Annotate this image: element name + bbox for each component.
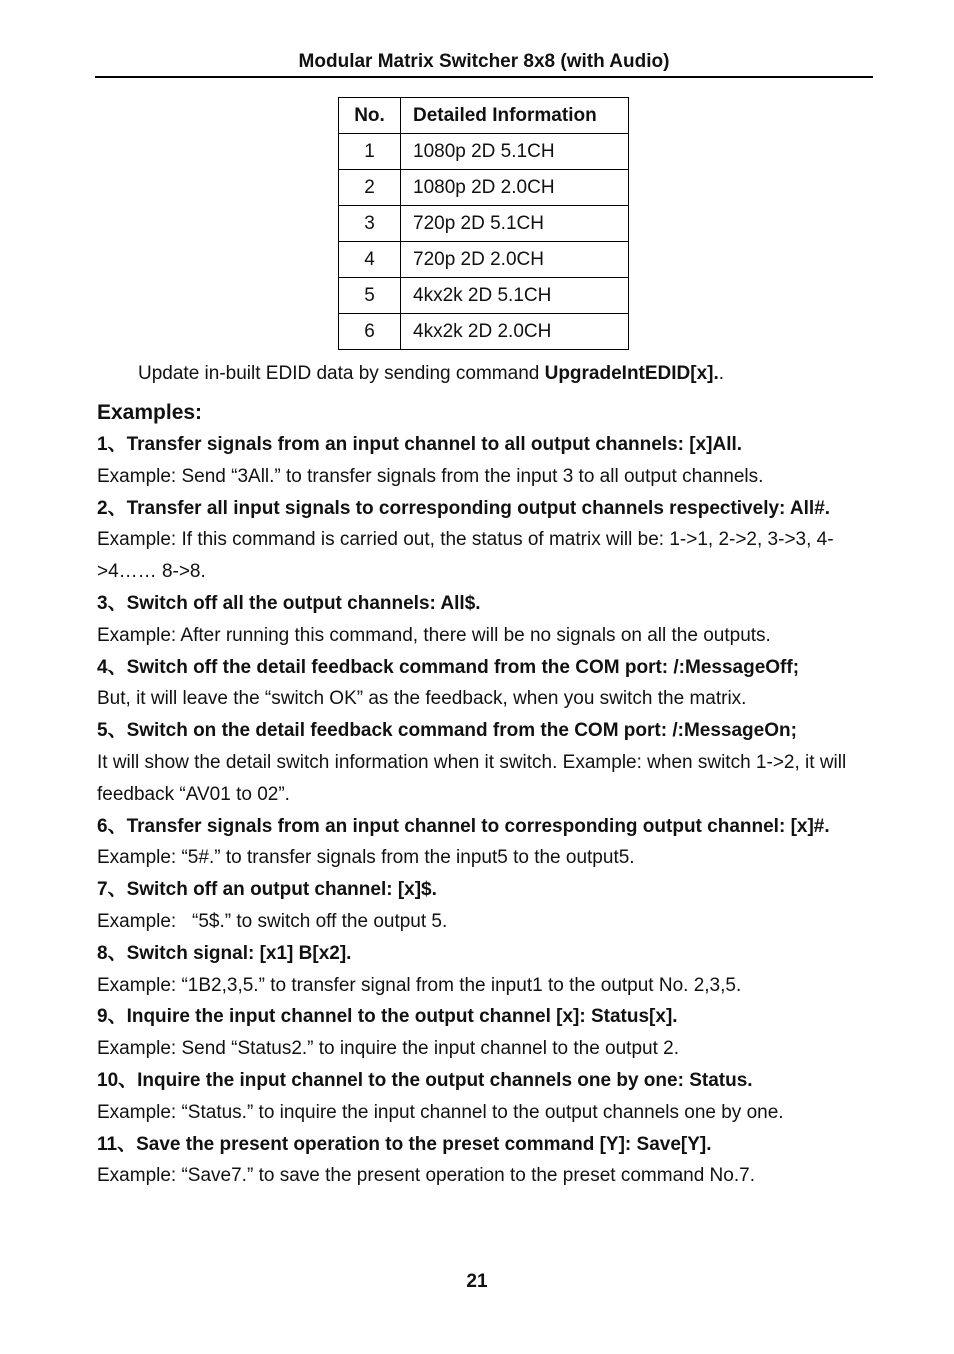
example-item-title: 2、Transfer all input signals to corresponding output channels respectively: All#. bbox=[97, 497, 831, 519]
example-item-text: Example: If this command is carried out, the status of matrix will be: 1->1, 2->2, 3->3, 4->4…… 8->8. bbox=[97, 529, 834, 583]
example-item-title: 7、Switch off an output channel: [x]$. bbox=[97, 879, 437, 901]
page-number: 21 bbox=[466, 1271, 488, 1292]
update-edid-prefix: Update in-built EDID data by sending command bbox=[138, 363, 545, 384]
table-cell-no: 4 bbox=[339, 242, 401, 278]
example-item-title: 5、Switch on the detail feedback command from the COM port: /:MessageOn; bbox=[97, 720, 797, 742]
edid-table bbox=[338, 97, 629, 350]
table-row bbox=[339, 170, 629, 206]
example-item-title: 8、Switch signal: [x1] B[x2]. bbox=[97, 942, 352, 964]
table-cell-no: 6 bbox=[339, 314, 401, 350]
example-item-text: Example: Send “3All.” to transfer signals from the input 3 to all output channels. bbox=[97, 465, 764, 487]
table-cell-detail: 720p 2D 5.1CH bbox=[401, 206, 629, 242]
example-item-text: Example: “5$.” to switch off the output 5. bbox=[97, 910, 448, 932]
example-item-title: 1、Transfer signals from an input channel to all output channels: [x]All. bbox=[97, 434, 743, 455]
example-item-text: Example: Send “Status2.” to inquire the input channel to the output 2. bbox=[97, 1038, 679, 1060]
example-item-text: But, it will leave the “switch OK” as the feedback, when you switch the matrix. bbox=[97, 688, 747, 710]
table-cell-no: 3 bbox=[339, 206, 401, 242]
table-row bbox=[339, 278, 629, 314]
example-item bbox=[97, 938, 877, 1002]
update-edid-command: UpgradeIntEDID[x]. bbox=[544, 363, 719, 384]
example-item bbox=[97, 652, 877, 716]
example-item-title: 6、Transfer signals from an input channel to corresponding output channel: [x]#. bbox=[97, 815, 830, 837]
example-item-text: Example: “5#.” to transfer signals from the input5 to the output5. bbox=[97, 847, 635, 869]
table-row bbox=[339, 134, 629, 170]
table-cell-no: 5 bbox=[339, 278, 401, 314]
table-cell-no: 2 bbox=[339, 170, 401, 206]
table-cell-detail: 1080p 2D 2.0CH bbox=[401, 170, 629, 206]
table-row bbox=[339, 242, 629, 278]
update-edid-suffix: . bbox=[718, 363, 725, 384]
table-header-row bbox=[339, 98, 629, 134]
table-cell-detail: 720p 2D 2.0CH bbox=[401, 242, 629, 278]
example-item-text: Example: “Save7.” to save the present operation to the preset command No.7. bbox=[97, 1165, 755, 1187]
example-item bbox=[97, 588, 877, 652]
example-item bbox=[97, 1001, 877, 1065]
example-item bbox=[97, 1129, 877, 1193]
example-item bbox=[97, 874, 877, 938]
example-item bbox=[97, 715, 877, 810]
table-row bbox=[339, 314, 629, 350]
example-item-title: 10、Inquire the input channel to the output channels one by one: Status. bbox=[97, 1069, 753, 1091]
update-edid-note bbox=[138, 362, 724, 386]
example-item-title: 9、Inquire the input channel to the output channel [x]: Status[x]. bbox=[97, 1006, 678, 1028]
example-item bbox=[97, 429, 877, 493]
column-header-no: No. bbox=[339, 98, 401, 134]
table-cell-detail: 1080p 2D 5.1CH bbox=[401, 134, 629, 170]
examples-list bbox=[97, 429, 877, 1192]
example-item bbox=[97, 1065, 877, 1129]
examples-heading: Examples: bbox=[97, 401, 203, 424]
table-cell-no: 1 bbox=[339, 134, 401, 170]
table-row bbox=[339, 206, 629, 242]
column-header-detail: Detailed Information bbox=[401, 98, 629, 134]
table-cell-detail: 4kx2k 2D 2.0CH bbox=[401, 314, 629, 350]
page-header: Modular Matrix Switcher 8x8 (with Audio) bbox=[298, 51, 670, 72]
example-item-title: 11、Save the present operation to the preset command [Y]: Save[Y]. bbox=[97, 1133, 712, 1155]
example-item bbox=[97, 493, 877, 588]
example-item bbox=[97, 811, 877, 875]
example-item-title: 4、Switch off the detail feedback command from the COM port: /:MessageOff; bbox=[97, 656, 800, 678]
example-item-text: Example: “Status.” to inquire the input channel to the output channels one by one. bbox=[97, 1101, 784, 1123]
example-item-title: 3、Switch off all the output channels: All$. bbox=[97, 592, 481, 614]
example-item-text: It will show the detail switch information when it switch. Example: when switch 1->2, it will feedback “AV01 to 02”. bbox=[97, 751, 847, 805]
example-item-text: Example: “1B2,3,5.” to transfer signal from the input1 to the output No. 2,3,5. bbox=[97, 974, 742, 996]
table-cell-detail: 4kx2k 2D 5.1CH bbox=[401, 278, 629, 314]
header-rule bbox=[95, 76, 873, 78]
example-item-text: Example: After running this command, there will be no signals on all the outputs. bbox=[97, 624, 771, 646]
